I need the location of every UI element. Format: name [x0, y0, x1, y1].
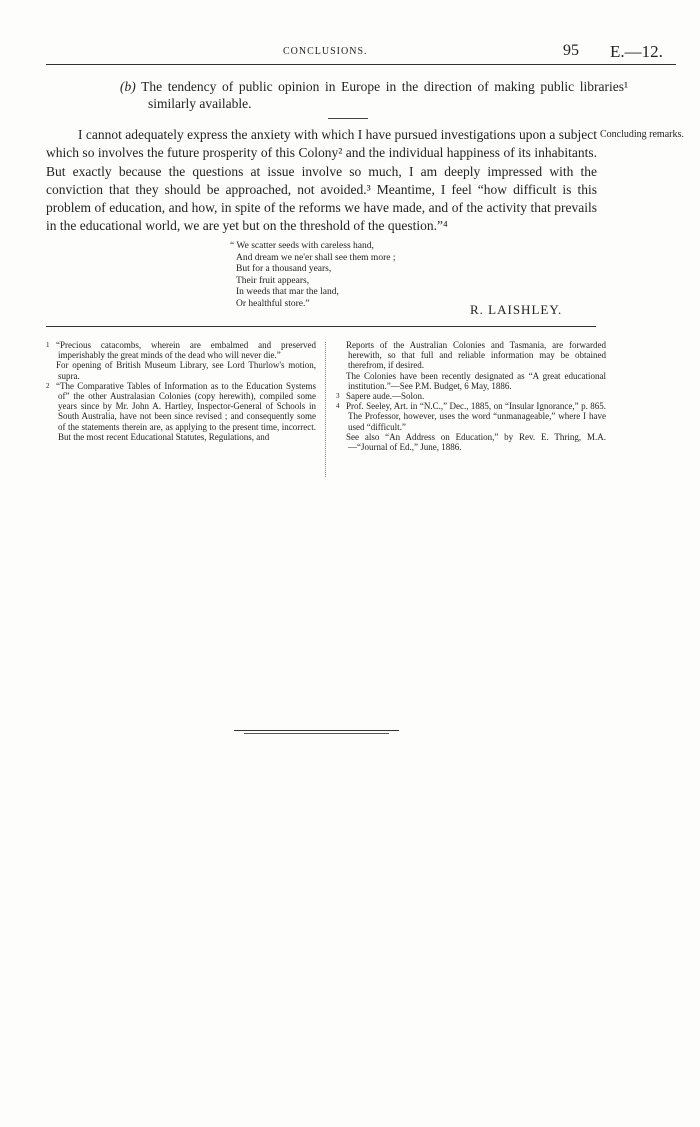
running-title: CONCLUSIONS. — [283, 46, 368, 57]
item-text: The tendency of public opinion in Europe in the direction of making public libraries¹ similarly available. — [141, 79, 628, 111]
footnote: See also “An Address on Education,” by Rev. E. Thring, M.A.—“Journal of Ed.,” June, 1886. — [346, 431, 606, 453]
page-header — [0, 42, 700, 62]
poem-line: In weeds that mar the land, — [236, 287, 339, 297]
footnote-rule — [46, 326, 596, 327]
column-divider — [325, 342, 326, 477]
item-marker: (b) — [120, 79, 136, 94]
poem-line: And dream we ne'er shall see them more ; — [236, 252, 396, 263]
footnotes-right-column — [336, 340, 606, 452]
side-note: Concluding remarks. — [600, 129, 684, 140]
poem-line: “ We scatter seeds with careless hand, — [230, 241, 374, 251]
poem-line: Or healthful store.” — [236, 298, 310, 309]
document-code: E.—12. — [610, 42, 663, 61]
signature: R. LAISHLEY. — [470, 302, 563, 317]
footnote: For opening of British Museum Library, see Lord Thurlow's motion, supra. — [56, 360, 316, 381]
list-item-b — [120, 78, 628, 112]
section-separator — [328, 118, 368, 119]
poem-quote — [230, 241, 395, 310]
footnote: 2 “The Comparative Tables of Information as to the Education Systems of” the other Australasian Colonies (copy herewith), compiled some years since by Mr. John A. Hartley, Inspector-General of Schools in South Australia, have not been since revised ; and consequently some of the statements therein are, as applying to the present time, incorrect. But the most recent Educational Statutes, Regulations, and — [46, 380, 316, 442]
main-paragraph: I cannot adequately express the anxiety with which I have pursued investigations upon a subject which so involves the future prosperity of this Colony² and the individual happiness of its inhabitants. But exactly because the questions at issue involve so much, I am deeply impressed with the conviction that they should be approached, not avoided.³ Meantime, I feel “how difficult is this problem of education, and how, in spite of the reforms we have made, and of the activity that prevails in the educational world, we are yet but on the threshold of the question.”⁴ — [46, 127, 597, 234]
poem-line: Their fruit appears, — [236, 275, 310, 286]
footnote: 3 Sapere aude.—Solon. — [336, 391, 425, 402]
end-rule — [234, 730, 399, 731]
header-rule — [46, 64, 676, 65]
poem-line: But for a thousand years, — [236, 264, 332, 274]
page-number: 95 — [563, 42, 579, 59]
end-rule — [244, 733, 389, 734]
footnotes-left-column — [46, 340, 316, 442]
footnote: Reports of the Australian Colonies and Tasmania, are forwarded herewith, so that full and reliable information may be obtained therefrom, if desired. — [346, 340, 606, 371]
footnote: 1 “Precious catacombs, wherein are embalmed and preserved imperishably the great minds of the dead who will never die.” — [46, 340, 316, 361]
footnote: 4 Prof. Seeley, Art. in “N.C.,” Dec., 1885, on “Insular Ignorance,” p. 865. The Professor, however, uses the word “unmanageable,” where I have used “difficult.” — [336, 401, 606, 432]
footnote: The Colonies have been recently designated as “A great educational institution.”—See P.M. Budget, 6 May, 1886. — [346, 370, 606, 391]
